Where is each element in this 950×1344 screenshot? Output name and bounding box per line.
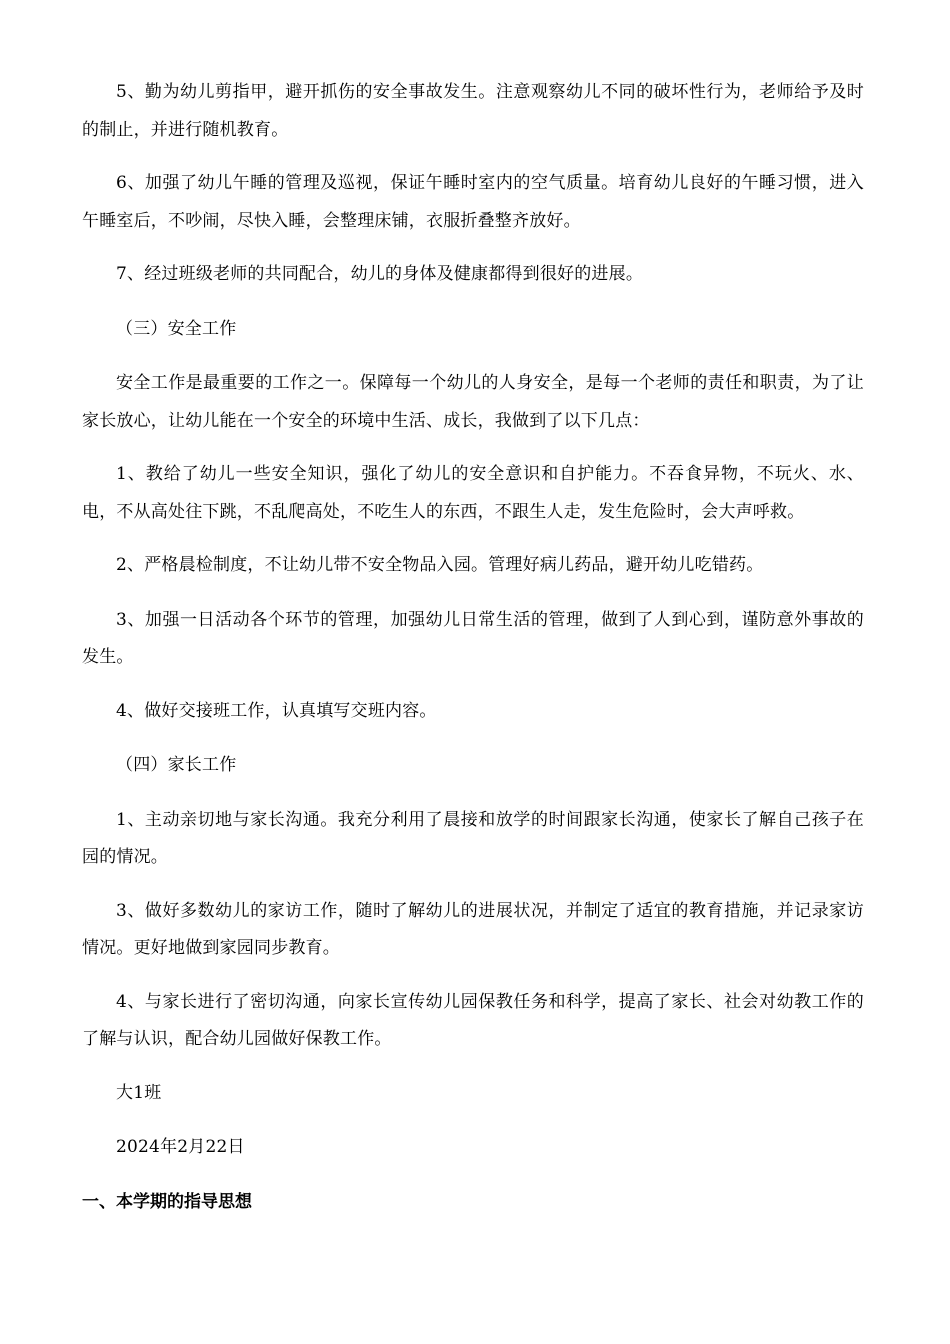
section-heading-safety: （三）安全工作: [116, 318, 237, 339]
class-name: 大1班: [116, 1082, 162, 1103]
document-date: 2024年2月22日: [116, 1137, 245, 1157]
paragraph-safety-intro: 安全工作是最重要的工作之一。保障每一个幼儿的人身安全，是每一个老师的责任和职责，为了让家长放心，让幼儿能在一个安全的环境中生活、成长，我做到了以下几点：: [82, 373, 864, 431]
paragraph-safety-3: 3、加强一日活动各个环节的管理，加强幼儿日常生活的管理，做到了人到心到，谨防意外事故的发生。: [82, 609, 864, 667]
paragraph-parents-3: 3、做好多数幼儿的家访工作，随时了解幼儿的进展状况，并制定了适宜的教育措施，并记录家访情况。更好地做到家园同步教育。: [82, 900, 864, 958]
section-heading-parents: （四）家长工作: [116, 755, 237, 775]
document-body: [82, 74, 864, 1221]
paragraph-safety-2: 2、严格晨检制度，不让幼儿带不安全物品入园。管理好病儿药品，避开幼儿吃错药。: [116, 555, 764, 575]
paragraph-safety-1: 1、教给了幼儿一些安全知识，强化了幼儿的安全意识和自护能力。不吞食异物，不玩火、水、电，不从高处往下跳，不乱爬高处，不吃生人的东西，不跟生人走，发生危险时，会大声呼救。: [82, 464, 864, 522]
paragraph-health-6: 6、加强了幼儿午睡的管理及巡视，保证午睡时室内的空气质量。培育幼儿良好的午睡习惯，进入午睡室后，不吵闹，尽快入睡，会整理床铺，衣服折叠整齐放好。: [82, 173, 864, 231]
paragraph-safety-4: 4、做好交接班工作，认真填写交班内容。: [116, 700, 437, 721]
section-heading-guiding-ideology: 一、本学期的指导思想: [82, 1191, 252, 1212]
paragraph-health-5: 5、勤为幼儿剪指甲，避开抓伤的安全事故发生。注意观察幼儿不同的破坏性行为，老师给予及时的制止，并进行随机教育。: [82, 82, 864, 140]
paragraph-parents-1: 1、主动亲切地与家长沟通。我充分利用了晨接和放学的时间跟家长沟通，使家长了解自己孩子在园的情况。: [82, 809, 864, 867]
paragraph-parents-4: 4、与家长进行了密切沟通，向家长宣传幼儿园保教任务和科学，提高了家长、社会对幼教工作的了解与认识，配合幼儿园做好保教工作。: [82, 991, 864, 1049]
paragraph-health-7: 7、经过班级老师的共同配合，幼儿的身体及健康都得到很好的进展。: [116, 264, 644, 284]
